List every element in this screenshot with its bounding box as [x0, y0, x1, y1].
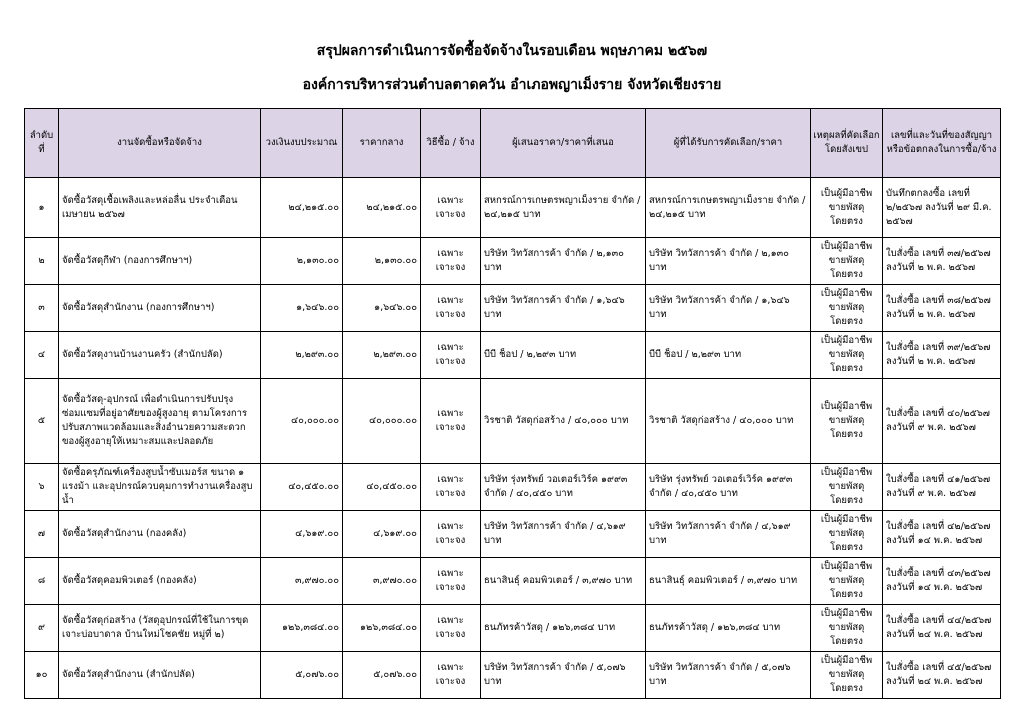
cell-selected: บีบี ช็อป / ๒,๒๙๓ บาท — [646, 332, 811, 379]
table-row — [25, 238, 1001, 285]
cell-bidder: ธนภัทรค้าวัสดุ / ๑๒๖,๓๘๔ บาท — [481, 605, 646, 652]
table-row — [25, 558, 1001, 605]
document-subtitle: องค์การบริหารส่วนตำบลตาดควัน อำเภอพญาเม็งราย จังหวัดเชียงราย — [302, 77, 722, 93]
cell-bidder: สหกรณ์การเกษตรพญาเม็งราย จำกัด / ๒๔,๒๑๕ บาท — [481, 178, 646, 238]
cell-no: ๘ — [25, 558, 59, 605]
cell-contract: ใบสั่งซื้อ เลขที่ ๓๘/๒๕๖๗ ลงวันที่ ๒ พ.ค. ๒๕๖๗ — [883, 285, 1001, 332]
cell-method: เฉพาะเจาะจง — [421, 605, 481, 652]
header-budget: วงเงินงบประมาณ — [261, 109, 343, 178]
cell-contract: ใบสั่งซื้อ เลขที่ ๔๕/๒๕๖๗ ลงวันที่ ๒๔ พ.ค. ๒๕๖๗ — [883, 652, 1001, 699]
table-row — [25, 464, 1001, 511]
document-title: สรุปผลการดำเนินการจัดซื้อจัดจ้างในรอบเดือน พฤษภาคม ๒๕๖๗ — [316, 43, 708, 59]
cell-budget: ๔,๖๑๙.๐๐ — [261, 511, 343, 558]
cell-median-price: ๒,๑๓๐.๐๐ — [343, 238, 421, 285]
cell-budget: ๔๐,๐๐๐.๐๐ — [261, 379, 343, 464]
cell-budget: ๑๒๖,๓๘๔.๐๐ — [261, 605, 343, 652]
cell-median-price: ๔,๖๑๙.๐๐ — [343, 511, 421, 558]
cell-method: เฉพาะเจาะจง — [421, 511, 481, 558]
cell-contract: ใบสั่งซื้อ เลขที่ ๔๑/๒๕๖๗ ลงวันที่ ๙ พ.ค. ๒๕๖๗ — [883, 464, 1001, 511]
cell-bidder: วิรชาติ วัสดุก่อสร้าง / ๔๐,๐๐๐ บาท — [481, 379, 646, 464]
cell-no: ๑ — [25, 178, 59, 238]
cell-task: จัดซื้อวัสดุ-อุปกรณ์ เพื่อดำเนินการปรับปรุงซ่อมแซมที่อยู่อาศัยของผู้สูงอายุ ตามโครงการปรับสภาพแวดล้อมและสิ่งอำนวยความสะดวกของผู้สูงอายุให้เหมาะสมและปลอดภัย — [59, 379, 261, 464]
cell-budget: ๒๔,๒๑๕.๐๐ — [261, 178, 343, 238]
cell-reason: เป็นผู้มีอาชีพขายพัสดุโดยตรง — [811, 238, 883, 285]
cell-method: เฉพาะเจาะจง — [421, 464, 481, 511]
cell-method: เฉพาะเจาะจง — [421, 285, 481, 332]
cell-median-price: ๒๔,๒๑๕.๐๐ — [343, 178, 421, 238]
header-no: ลำดับที่ — [25, 109, 59, 178]
cell-no: ๔ — [25, 332, 59, 379]
table-row — [25, 511, 1001, 558]
cell-task: จัดซื้อวัสดุงานบ้านงานครัว (สำนักปลัด) — [59, 332, 261, 379]
cell-contract: ใบสั่งซื้อ เลขที่ ๔๔/๒๕๖๗ ลงวันที่ ๒๔ พ.ค. ๒๕๖๗ — [883, 605, 1001, 652]
cell-bidder: บีบี ช็อป / ๒,๒๙๓ บาท — [481, 332, 646, 379]
procurement-table — [24, 108, 1001, 699]
cell-task: จัดซื้อวัสดุสำนักงาน (กองคลัง) — [59, 511, 261, 558]
cell-no: ๓ — [25, 285, 59, 332]
cell-budget: ๓,๙๗๐.๐๐ — [261, 558, 343, 605]
cell-task: จัดซื้อวัสดุก่อสร้าง (วัสดุอุปกรณ์ที่ใช้ในการขุดเจาะบ่อบาดาล บ้านใหม่โชคชัย หมู่ที่ ๒) — [59, 605, 261, 652]
cell-method: เฉพาะเจาะจง — [421, 332, 481, 379]
cell-budget: ๕,๐๗๖.๐๐ — [261, 652, 343, 699]
cell-reason: เป็นผู้มีอาชีพขายพัสดุโดยตรง — [811, 379, 883, 464]
table-row — [25, 605, 1001, 652]
cell-budget: ๒,๒๙๓.๐๐ — [261, 332, 343, 379]
cell-contract: ใบสั่งซื้อ เลขที่ ๓๗/๒๕๖๗ ลงวันที่ ๒ พ.ค. ๒๕๖๗ — [883, 238, 1001, 285]
cell-selected: สหกรณ์การเกษตรพญาเม็งราย จำกัด / ๒๔,๒๑๕ บาท — [646, 178, 811, 238]
cell-contract: บันทึกตกลงซื้อ เลขที่ ๒/๒๕๖๗ ลงวันที่ ๒๙ มี.ค. ๒๕๖๗ — [883, 178, 1001, 238]
cell-task: จัดซื้อวัสดุกีฬา (กองการศึกษาฯ) — [59, 238, 261, 285]
cell-no: ๕ — [25, 379, 59, 464]
cell-contract: ใบสั่งซื้อ เลขที่ ๓๙/๒๕๖๗ ลงวันที่ ๒ พ.ค. ๒๕๖๗ — [883, 332, 1001, 379]
table-row — [25, 178, 1001, 238]
header-bidder: ผู้เสนอราคา/ราคาที่เสนอ — [481, 109, 646, 178]
cell-reason: เป็นผู้มีอาชีพขายพัสดุโดยตรง — [811, 332, 883, 379]
cell-selected: วิรชาติ วัสดุก่อสร้าง / ๔๐,๐๐๐ บาท — [646, 379, 811, 464]
cell-budget: ๑,๖๔๖.๐๐ — [261, 285, 343, 332]
cell-budget: ๒,๑๓๐.๐๐ — [261, 238, 343, 285]
cell-contract: ใบสั่งซื้อ เลขที่ ๔๒/๒๕๖๗ ลงวันที่ ๑๔ พ.ค. ๒๕๖๗ — [883, 511, 1001, 558]
cell-selected: บริษัท วิทวัสการค้า จำกัด / ๑,๖๔๖ บาท — [646, 285, 811, 332]
cell-bidder: บริษัท วิทวัสการค้า จำกัด / ๒,๑๓๐ บาท — [481, 238, 646, 285]
cell-method: เฉพาะเจาะจง — [421, 379, 481, 464]
cell-selected: บริษัท วิทวัสการค้า จำกัด / ๒,๑๓๐ บาท — [646, 238, 811, 285]
table-row — [25, 379, 1001, 464]
cell-task: จัดซื้อวัสดุเชื้อเพลิงและหล่อลื่น ประจำเดือน เมษายน ๒๕๖๗ — [59, 178, 261, 238]
cell-reason: เป็นผู้มีอาชีพขายพัสดุโดยตรง — [811, 511, 883, 558]
cell-median-price: ๓,๙๗๐.๐๐ — [343, 558, 421, 605]
cell-no: ๒ — [25, 238, 59, 285]
cell-task: จัดซื้อครุภัณฑ์เครื่องสูบน้ำซับเมอร์ส ขนาด ๑ แรงม้า และอุปกรณ์ควบคุมการทำงานเครื่องสูบน้ำ — [59, 464, 261, 511]
cell-method: เฉพาะเจาะจง — [421, 652, 481, 699]
cell-bidder: บริษัท รุ่งทรัพย์ วอเตอร์เวิร์ค ๑๙๙๓ จำกัด / ๔๐,๔๕๐ บาท — [481, 464, 646, 511]
cell-method: เฉพาะเจาะจง — [421, 178, 481, 238]
cell-bidder: ธนาสินธุ์ คอมพิวเตอร์ / ๓,๙๗๐ บาท — [481, 558, 646, 605]
cell-median-price: ๔๐,๐๐๐.๐๐ — [343, 379, 421, 464]
cell-selected: ธนภัทรค้าวัสดุ / ๑๒๖,๓๘๔ บาท — [646, 605, 811, 652]
header-selected: ผู้ที่ได้รับการคัดเลือก/ราคา — [646, 109, 811, 178]
cell-no: ๖ — [25, 464, 59, 511]
cell-method: เฉพาะเจาะจง — [421, 558, 481, 605]
header-method: วิธีซื้อ / จ้าง — [421, 109, 481, 178]
cell-bidder: บริษัท วิทวัสการค้า จำกัด / ๑,๖๔๖ บาท — [481, 285, 646, 332]
cell-task: จัดซื้อวัสดุสำนักงาน (กองการศึกษาฯ) — [59, 285, 261, 332]
cell-budget: ๔๐,๔๕๐.๐๐ — [261, 464, 343, 511]
cell-reason: เป็นผู้มีอาชีพขายพัสดุโดยตรง — [811, 464, 883, 511]
cell-bidder: บริษัท วิทวัสการค้า จำกัด / ๔,๖๑๙ บาท — [481, 511, 646, 558]
cell-median-price: ๒,๒๙๓.๐๐ — [343, 332, 421, 379]
table-row — [25, 285, 1001, 332]
header-task: งานจัดซื้อหรือจัดจ้าง — [59, 109, 261, 178]
cell-bidder: บริษัท วิทวัสการค้า จำกัด / ๕,๐๗๖ บาท — [481, 652, 646, 699]
cell-task: จัดซื้อวัสดุคอมพิวเตอร์ (กองคลัง) — [59, 558, 261, 605]
header-median-price: ราคากลาง — [343, 109, 421, 178]
cell-median-price: ๔๐,๔๕๐.๐๐ — [343, 464, 421, 511]
cell-no: ๙ — [25, 605, 59, 652]
cell-reason: เป็นผู้มีอาชีพขายพัสดุโดยตรง — [811, 652, 883, 699]
cell-median-price: ๕,๐๗๖.๐๐ — [343, 652, 421, 699]
cell-median-price: ๑๒๖,๓๘๔.๐๐ — [343, 605, 421, 652]
cell-reason: เป็นผู้มีอาชีพขายพัสดุโดยตรง — [811, 178, 883, 238]
cell-method: เฉพาะเจาะจง — [421, 238, 481, 285]
cell-contract: ใบสั่งซื้อ เลขที่ ๔๓/๒๕๖๗ ลงวันที่ ๑๔ พ.ค. ๒๕๖๗ — [883, 558, 1001, 605]
cell-no: ๗ — [25, 511, 59, 558]
cell-no: ๑๐ — [25, 652, 59, 699]
cell-median-price: ๑,๖๔๖.๐๐ — [343, 285, 421, 332]
cell-task: จัดซื้อวัสดุสำนักงาน (สำนักปลัด) — [59, 652, 261, 699]
cell-reason: เป็นผู้มีอาชีพขายพัสดุโดยตรง — [811, 605, 883, 652]
table-row — [25, 652, 1001, 699]
cell-selected: บริษัท วิทวัสการค้า จำกัด / ๕,๐๗๖ บาท — [646, 652, 811, 699]
cell-reason: เป็นผู้มีอาชีพขายพัสดุโดยตรง — [811, 285, 883, 332]
table-row — [25, 332, 1001, 379]
table-header-row — [25, 109, 1001, 178]
header-contract: เลขที่และวันที่ของสัญญาหรือข้อตกลงในการซื้อ/จ้าง — [883, 109, 1001, 178]
cell-selected: ธนาสินธุ์ คอมพิวเตอร์ / ๓,๙๗๐ บาท — [646, 558, 811, 605]
cell-selected: บริษัท รุ่งทรัพย์ วอเตอร์เวิร์ค ๑๙๙๓ จำกัด / ๔๐,๔๕๐ บาท — [646, 464, 811, 511]
header-reason: เหตุผลที่คัดเลือกโดยสังเขป — [811, 109, 883, 178]
cell-reason: เป็นผู้มีอาชีพขายพัสดุโดยตรง — [811, 558, 883, 605]
cell-selected: บริษัท วิทวัสการค้า จำกัด / ๔,๖๑๙ บาท — [646, 511, 811, 558]
cell-contract: ใบสั่งซื้อ เลขที่ ๔๐/๒๕๖๗ ลงวันที่ ๙ พ.ค. ๒๕๖๗ — [883, 379, 1001, 464]
